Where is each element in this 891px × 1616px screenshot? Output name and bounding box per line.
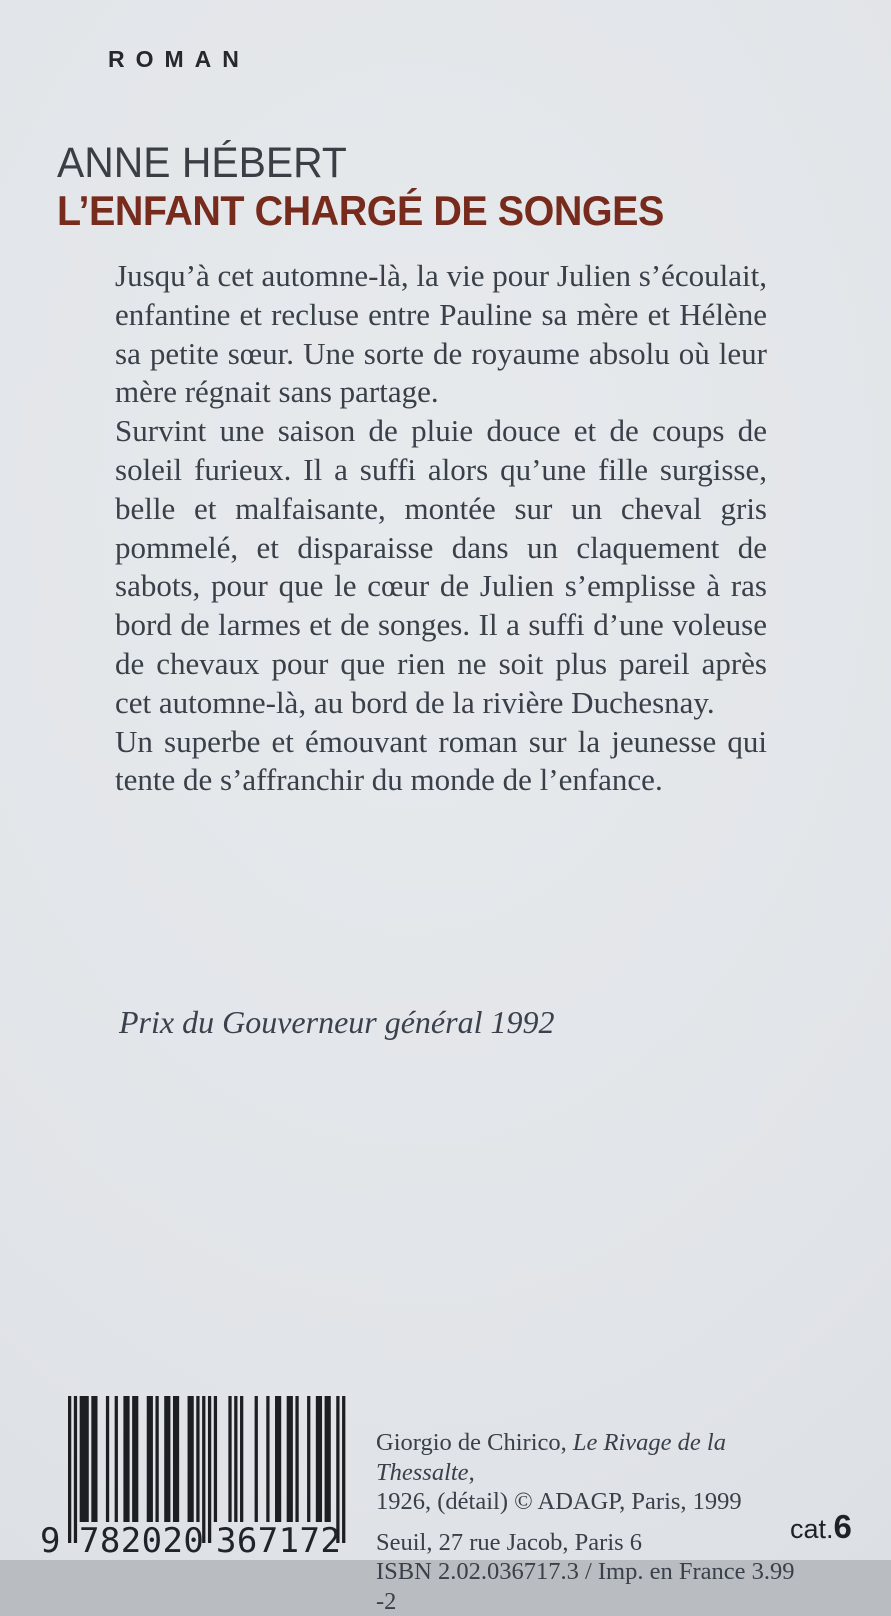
publisher-line: Seuil, 27 rue Jacob, Paris 6 <box>376 1528 643 1556</box>
artwork-artist: Giorgio de Chirico, <box>376 1429 573 1456</box>
category-label: ROMAN <box>108 46 250 72</box>
artwork-credit-line <box>376 1428 816 1487</box>
category-code-number: 6 <box>833 1508 852 1545</box>
barcode-left-digits: 782020 <box>79 1521 205 1561</box>
author-name: ANNE HÉBERT <box>57 139 347 187</box>
barcode-right-digits: 367172 <box>216 1521 342 1561</box>
category-code <box>790 1508 852 1546</box>
synopsis-paragraph: Un superbe et émouvant roman sur la jeunesse qui tente de s’affranchir du monde de l’enfance. <box>115 723 767 798</box>
artwork-title-comma: , <box>468 1458 475 1486</box>
book-title: L’ENFANT CHARGÉ DE SONGES <box>57 187 664 234</box>
award-line: Prix du Gouverneur général 1992 <box>119 1004 555 1040</box>
barcode-prefix-digit: 9 <box>40 1521 61 1561</box>
imprint-credits <box>376 1428 816 1616</box>
isbn-line: ISBN 2.02.036717.3 / Imp. en France 3.99 -2 <box>376 1558 795 1615</box>
synopsis-paragraph: Survint une saison de pluie douce et de coups de soleil furieux. Il a suffi alors qu’une fille surgisse, belle et malfaisante, montée sur un cheval gris pommelé, et disparaisse dans un claquement de sabots, pour que le cœur de Julien s’emplisse à ras bord de larmes et de songes. Il a suffi d’une voleuse de chevaux pour que rien ne soit plus pareil après cet automne-là, au bord de la rivière Duchesnay. <box>115 413 767 720</box>
synopsis <box>115 257 767 800</box>
category-code-prefix: cat. <box>790 1514 834 1544</box>
synopsis-paragraph: Jusqu’à cet automne-là, la vie pour Julien s’écoulait, enfantine et recluse entre Pauline sa mère et Hélène sa petite sœur. Une sorte de royaume absolu où leur mère régnait sans partage. <box>115 258 767 410</box>
copyright-line: 1926, (détail) © ADAGP, Paris, 1999 <box>376 1488 742 1515</box>
artwork-title: Le Rivage de la Thessalte <box>376 1429 726 1486</box>
